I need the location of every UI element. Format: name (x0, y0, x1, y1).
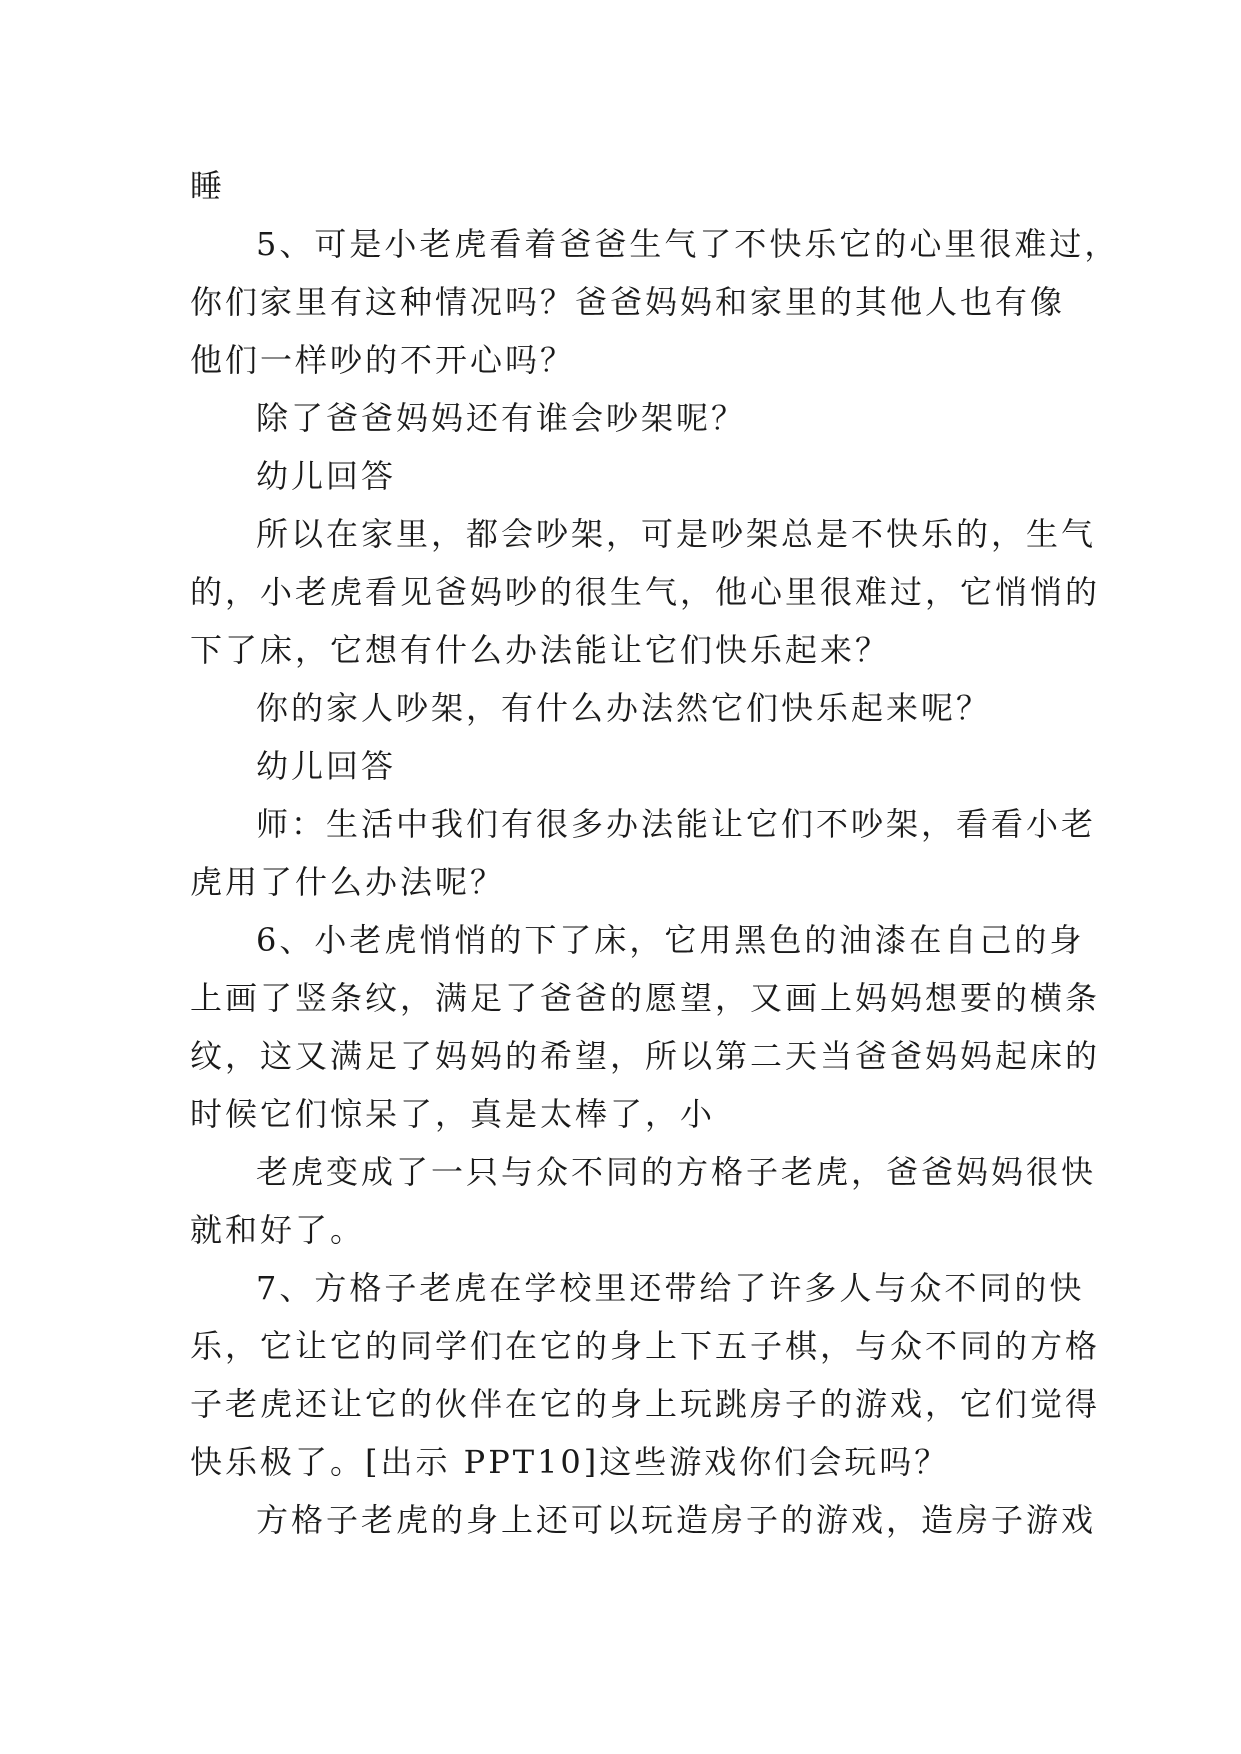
text-line: 快乐极了。[出示 PPT10]这些游戏你们会玩吗？ (190, 1443, 950, 1481)
text-line: 你的家人吵架，有什么办法然它们快乐起来呢？ (256, 689, 992, 727)
text-line: 下了床，它想有什么办法能让它们快乐起来？ (190, 631, 891, 669)
text-line: 幼儿回答 (256, 457, 397, 495)
text-line: 就和好了。 (190, 1211, 366, 1249)
text-line: 6、小老虎悄悄的下了床，它用黑色的油漆在自己的身 (256, 921, 1085, 959)
text-line: 他们一样吵的不开心吗？ (190, 341, 576, 379)
text-line: 你们家里有这种情况吗？爸爸妈妈和家里的其他人也有像 (190, 283, 1066, 321)
text-line: 睡 (190, 167, 226, 205)
text-line: 所以在家里，都会吵架，可是吵架总是不快乐的，生气 (256, 515, 1097, 553)
text-line: 纹，这又满足了妈妈的希望，所以第二天当爸爸妈妈起床的 (190, 1037, 1101, 1075)
text-line: 除了爸爸妈妈还有谁会吵架呢？ (256, 399, 747, 437)
text-line: 的，小老虎看见爸妈吵的很生气，他心里很难过，它悄悄的 (190, 573, 1101, 611)
text-line: 5、可是小老虎看着爸爸生气了不快乐它的心里很难过， (256, 225, 1120, 263)
text-line: 师：生活中我们有很多办法能让它们不吵架，看看小老 (256, 805, 1097, 843)
text-line: 老虎变成了一只与众不同的方格子老虎，爸爸妈妈很快 (256, 1153, 1097, 1191)
text-line: 乐，它让它的同学们在它的身上下五子棋，与众不同的方格 (190, 1327, 1101, 1365)
text-line: 幼儿回答 (256, 747, 397, 785)
text-line: 7、方格子老虎在学校里还带给了许多人与众不同的快 (256, 1269, 1085, 1307)
text-line: 方格子老虎的身上还可以玩造房子的游戏，造房子游戏 (256, 1501, 1097, 1539)
text-line: 子老虎还让它的伙伴在它的身上玩跳房子的游戏，它们觉得 (190, 1385, 1101, 1423)
document-body (190, 157, 1120, 1549)
text-line: 上画了竖条纹，满足了爸爸的愿望，又画上妈妈想要的横条 (190, 979, 1101, 1017)
text-line: 时候它们惊呆了，真是太棒了，小 (190, 1095, 716, 1133)
text-line: 虎用了什么办法呢？ (190, 863, 506, 901)
